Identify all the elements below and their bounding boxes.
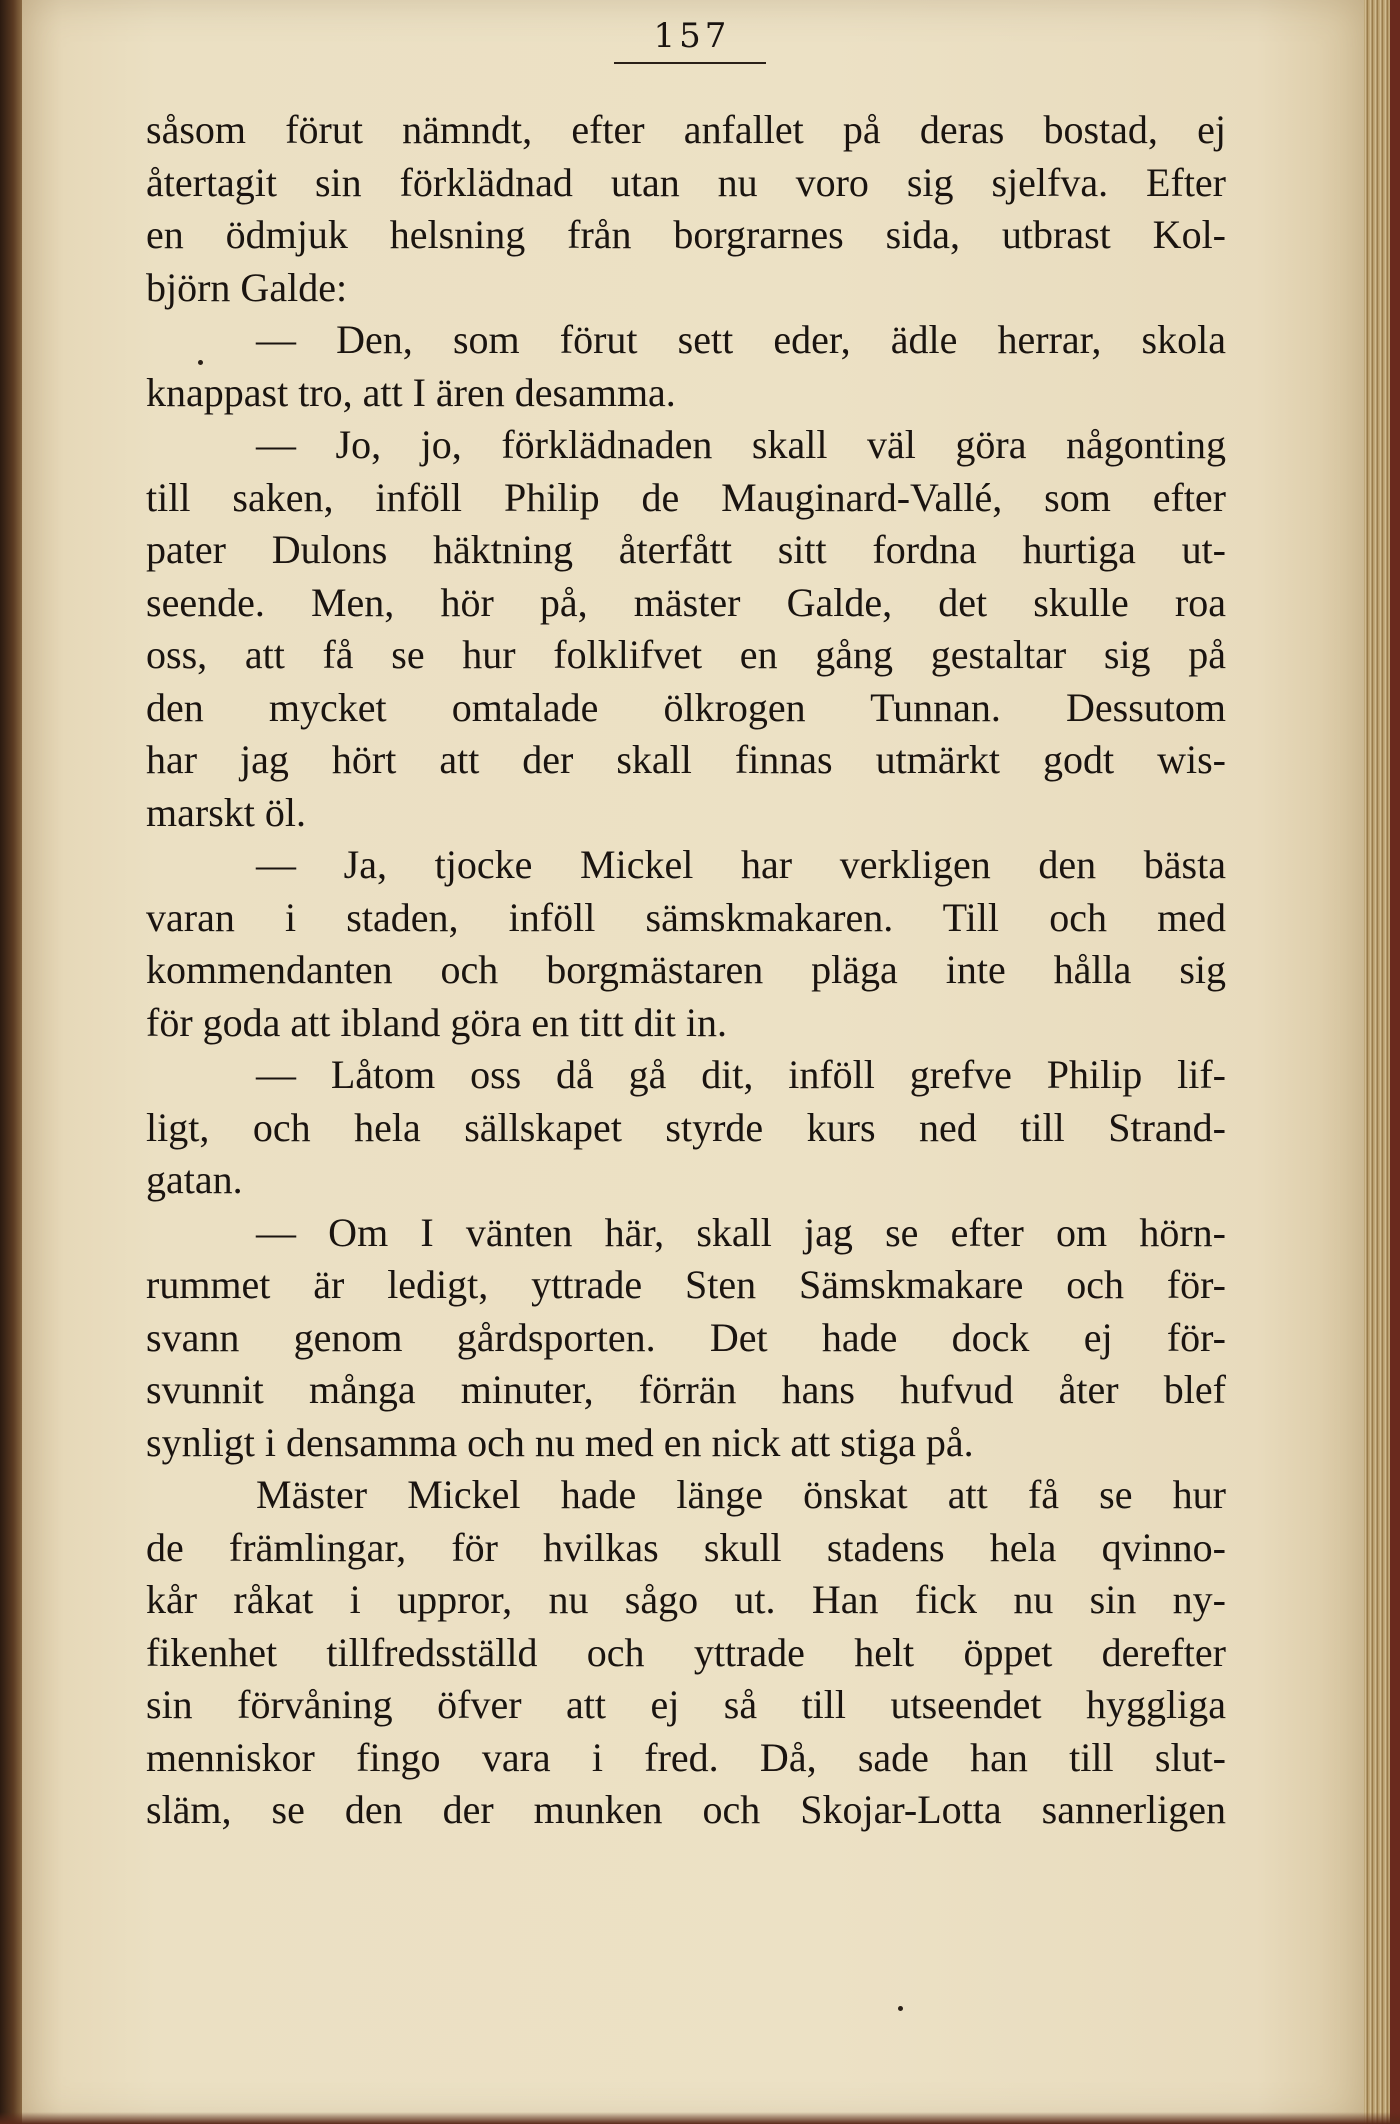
text-line: för goda att ibland göra en titt dit in. [146,999,727,1045]
text-line: den mycket omtalade ölkrogen Tunnan. Dessutom [146,684,1226,730]
book-gutter [0,0,22,2124]
text-line: varan i staden, inföll sämskmakaren. Till och med [146,894,1226,940]
text-line: Mäster Mickel hade länge önskat att få se hur [256,1472,1226,1517]
text-line: marskt öl. [146,789,306,835]
text-line: — Den, som förut sett eder, ädle herrar, skola [256,317,1226,362]
text-line: kommendanten och borgmästaren pläga inte hålla sig [146,947,1226,992]
text-line: ligt, och hela sällskapet styrde kurs ned till Strand- [146,1104,1226,1150]
text-line: kår råkat i uppror, nu sågo ut. Han fick nu sin ny- [146,1577,1226,1622]
text-line: pater Dulons häktning återfått sitt fordna hurtiga ut- [146,527,1226,572]
text-line: de främlingar, för hvilkas skull stadens hela qvinno- [146,1524,1226,1570]
page-edges [1364,0,1400,2124]
text-line: sin förvåning öfver att ej så till utseendet hyggliga [146,1682,1226,1727]
text-line: släm, se den der munken och Skojar-Lotta sannerligen [146,1787,1226,1832]
text-line: oss, att få se hur folklifvet en gång gestaltar sig på [146,632,1226,677]
book-page [22,0,1364,2124]
text-line: återtagit sin förklädnad utan nu voro sig sjelfva. Efter [146,159,1226,205]
header-rule [614,62,766,64]
ink-speck [198,360,203,365]
text-line: såsom förut nämndt, efter anfallet på deras bostad, ej [146,107,1226,152]
text-line: svann genom gårdsporten. Det hade dock ej för- [146,1314,1226,1360]
text-line: — Låtom oss då gå dit, inföll grefve Philip lif- [256,1052,1226,1097]
text-line: — Ja, tjocke Mickel har verkligen den bästa [256,842,1226,887]
ink-speck [898,2006,903,2011]
text-line: gatan. [146,1157,243,1202]
text-line: menniskor fingo vara i fred. Då, sade han till slut- [146,1734,1226,1780]
text-line: har jag hört att der skall finnas utmärkt godt wis- [146,737,1226,782]
text-line: svunnit många minuter, förrän hans hufvud åter blef [146,1367,1226,1412]
text-line: en ödmjuk helsning från borgrarnes sida, utbrast Kol- [146,212,1226,257]
book-cover-edge [0,2112,1400,2124]
text-line: synligt i densamma och nu med en nick att stiga på. [146,1419,974,1465]
text-line: — Jo, jo, förklädnaden skall väl göra någonting [256,422,1226,467]
text-line: seende. Men, hör på, mäster Galde, det skulle roa [146,579,1226,625]
text-line: rummet är ledigt, yttrade Sten Sämskmakare och för- [146,1262,1226,1307]
body-text [146,104,1226,1837]
page-number: 157 [653,16,731,56]
text-line: knappast tro, att I ären desamma. [146,369,676,415]
text-line: fikenhet tillfredsställd och yttrade helt öppet derefter [146,1629,1226,1675]
text-line: till saken, inföll Philip de Mauginard-Vallé, som efter [146,474,1226,520]
text-line: — Om I vänten här, skall jag se efter om hörn- [256,1209,1226,1255]
text-line: björn Galde: [146,264,348,310]
